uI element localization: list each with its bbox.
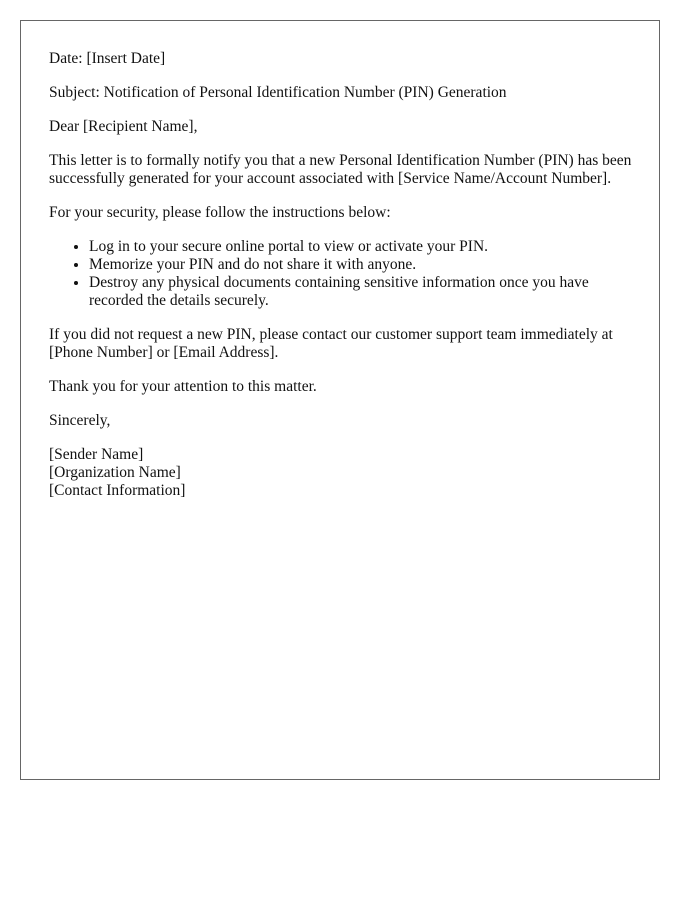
instructions-intro: For your security, please follow the instructions below: (49, 204, 391, 221)
organization-name: [Organization Name] (49, 464, 181, 481)
instruction-item: • Memorize your PIN and do not share it with anyone. (89, 256, 633, 274)
date-line: Date: [Insert Date] (49, 50, 166, 67)
sender-name: [Sender Name] (49, 446, 144, 463)
closing: Sincerely, (49, 412, 111, 429)
contact-information: [Contact Information] (49, 482, 186, 499)
instructions-list (49, 238, 633, 310)
signature-block (49, 446, 633, 500)
letter-body (49, 50, 633, 500)
salutation: Dear [Recipient Name], (49, 118, 198, 135)
subject-line: Subject: Notification of Personal Identification Number (PIN) Generation (49, 84, 507, 101)
contact-paragraph: If you did not request a new PIN, please contact our customer support team immediately at [Phone Number] or [Email Address]. (49, 326, 613, 361)
letter-page (20, 20, 660, 780)
instruction-item: • Log in to your secure online portal to view or activate your PIN. (89, 238, 633, 256)
intro-paragraph: This letter is to formally notify you that a new Personal Identification Number (PIN) has been successfully generated for your account associated with [Service Name/Account Number]. (49, 152, 632, 187)
instruction-item: • Destroy any physical documents containing sensitive information once you have recorded the details securely. (89, 274, 633, 310)
thanks-paragraph: Thank you for your attention to this matter. (49, 378, 317, 395)
